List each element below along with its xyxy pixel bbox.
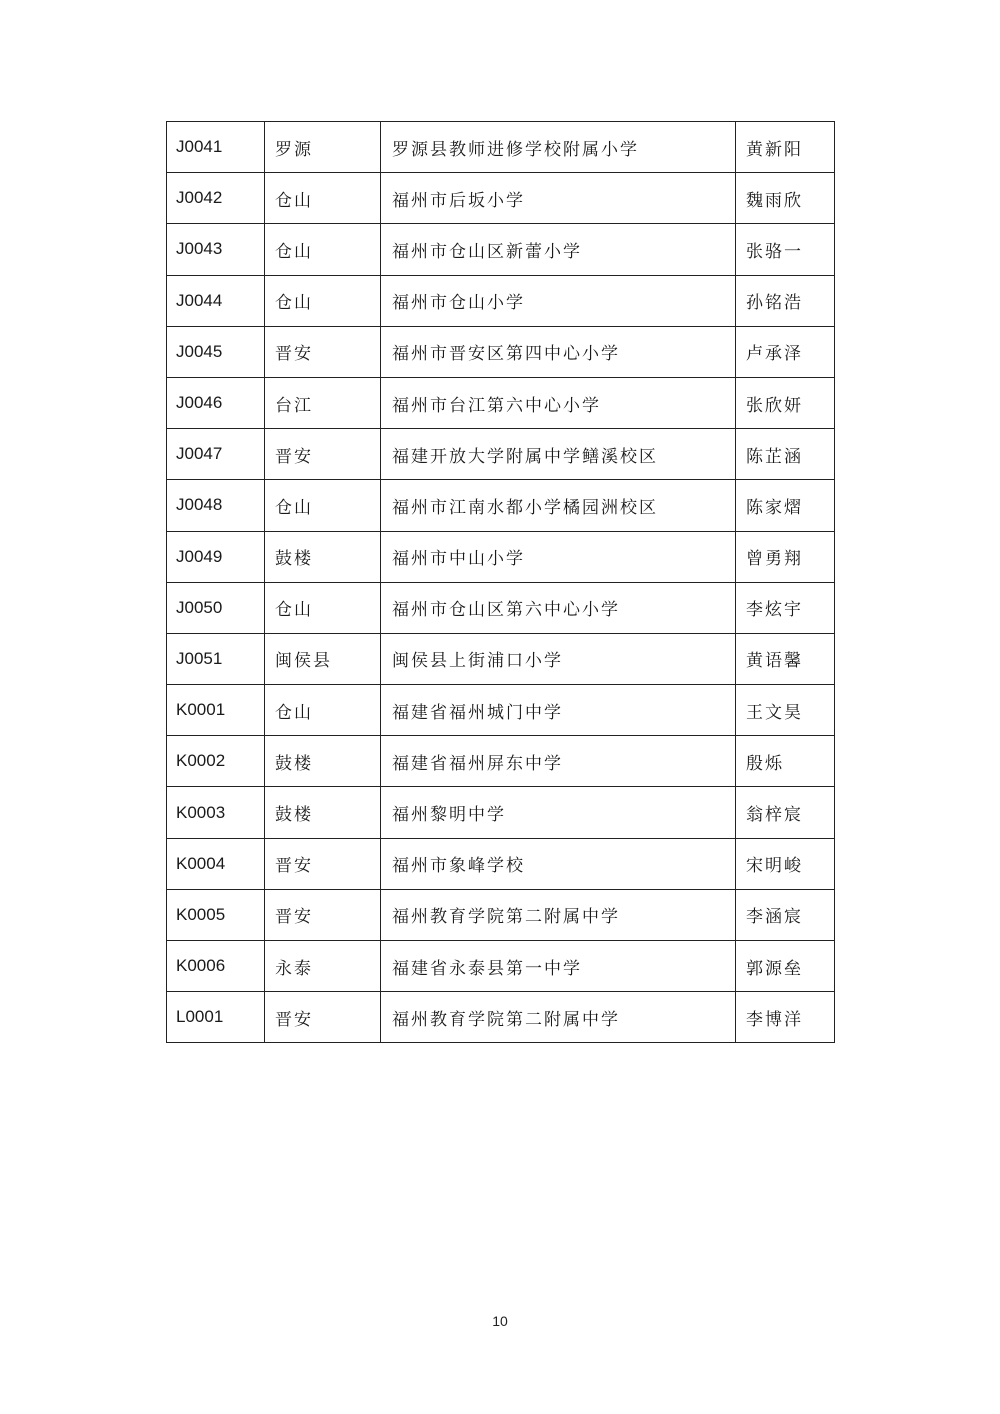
cell-name: 孙铭浩: [736, 275, 835, 326]
cell-name: 殷烁: [736, 736, 835, 787]
cell-school: 福州市象峰学校: [381, 838, 736, 889]
table-row: [167, 633, 835, 684]
table-row: [167, 122, 835, 173]
cell-id: J0049: [167, 531, 265, 582]
cell-region: 鼓楼: [265, 736, 381, 787]
cell-id: K0002: [167, 736, 265, 787]
cell-region: 晋安: [265, 429, 381, 480]
cell-school: 福州市仓山区新蕾小学: [381, 224, 736, 275]
cell-region: 晋安: [265, 889, 381, 940]
cell-school: 福州黎明中学: [381, 787, 736, 838]
cell-name: 翁梓宸: [736, 787, 835, 838]
cell-region: 晋安: [265, 992, 381, 1043]
cell-name: 李博洋: [736, 992, 835, 1043]
cell-school: 福州教育学院第二附属中学: [381, 992, 736, 1043]
cell-region: 仓山: [265, 480, 381, 531]
cell-name: 张骆一: [736, 224, 835, 275]
table-row: [167, 787, 835, 838]
roster-table-body: [167, 122, 835, 1043]
table-row: [167, 582, 835, 633]
cell-school: 福州市江南水都小学橘园洲校区: [381, 480, 736, 531]
cell-region: 仓山: [265, 173, 381, 224]
cell-school: 福建开放大学附属中学鳝溪校区: [381, 429, 736, 480]
cell-school: 福建省福州屏东中学: [381, 736, 736, 787]
roster-table: [166, 121, 835, 1043]
cell-name: 宋明峻: [736, 838, 835, 889]
cell-school: 福州教育学院第二附属中学: [381, 889, 736, 940]
cell-name: 黄语馨: [736, 633, 835, 684]
table-row: [167, 326, 835, 377]
cell-name: 曾勇翔: [736, 531, 835, 582]
cell-id: J0048: [167, 480, 265, 531]
cell-school: 福州市仓山区第六中心小学: [381, 582, 736, 633]
cell-id: J0044: [167, 275, 265, 326]
cell-id: K0005: [167, 889, 265, 940]
cell-region: 台江: [265, 377, 381, 428]
cell-region: 仓山: [265, 224, 381, 275]
table-row: [167, 685, 835, 736]
cell-region: 仓山: [265, 685, 381, 736]
table-row: [167, 429, 835, 480]
table-row: [167, 838, 835, 889]
cell-region: 鼓楼: [265, 531, 381, 582]
cell-name: 魏雨欣: [736, 173, 835, 224]
cell-id: J0050: [167, 582, 265, 633]
cell-id: J0051: [167, 633, 265, 684]
cell-region: 鼓楼: [265, 787, 381, 838]
table-row: [167, 889, 835, 940]
cell-id: J0047: [167, 429, 265, 480]
table-row: [167, 275, 835, 326]
cell-region: 晋安: [265, 838, 381, 889]
cell-school: 闽侯县上街浦口小学: [381, 633, 736, 684]
cell-region: 仓山: [265, 275, 381, 326]
cell-id: J0046: [167, 377, 265, 428]
table-row: [167, 531, 835, 582]
table-row: [167, 992, 835, 1043]
cell-school: 福州市仓山小学: [381, 275, 736, 326]
cell-id: J0043: [167, 224, 265, 275]
cell-id: J0041: [167, 122, 265, 173]
cell-id: K0006: [167, 941, 265, 992]
cell-school: 福建省福州城门中学: [381, 685, 736, 736]
cell-region: 罗源: [265, 122, 381, 173]
page-number: 10: [492, 1313, 508, 1329]
cell-id: K0003: [167, 787, 265, 838]
cell-region: 晋安: [265, 326, 381, 377]
cell-region: 永泰: [265, 941, 381, 992]
cell-name: 陈芷涵: [736, 429, 835, 480]
cell-school: 福州市中山小学: [381, 531, 736, 582]
cell-name: 黄新阳: [736, 122, 835, 173]
table-row: [167, 377, 835, 428]
table-row: [167, 173, 835, 224]
cell-region: 仓山: [265, 582, 381, 633]
cell-id: J0042: [167, 173, 265, 224]
cell-school: 罗源县教师进修学校附属小学: [381, 122, 736, 173]
cell-name: 张欣妍: [736, 377, 835, 428]
cell-school: 福州市晋安区第四中心小学: [381, 326, 736, 377]
cell-name: 李涵宸: [736, 889, 835, 940]
cell-name: 卢承泽: [736, 326, 835, 377]
cell-region: 闽侯县: [265, 633, 381, 684]
cell-id: L0001: [167, 992, 265, 1043]
cell-school: 福建省永泰县第一中学: [381, 941, 736, 992]
table-row: [167, 224, 835, 275]
cell-id: J0045: [167, 326, 265, 377]
cell-name: 郭源垒: [736, 941, 835, 992]
cell-name: 李炫宇: [736, 582, 835, 633]
cell-id: K0004: [167, 838, 265, 889]
cell-school: 福州市台江第六中心小学: [381, 377, 736, 428]
table-row: [167, 480, 835, 531]
cell-id: K0001: [167, 685, 265, 736]
cell-school: 福州市后坂小学: [381, 173, 736, 224]
table-row: [167, 941, 835, 992]
table-row: [167, 736, 835, 787]
cell-name: 王文昊: [736, 685, 835, 736]
cell-name: 陈家熠: [736, 480, 835, 531]
